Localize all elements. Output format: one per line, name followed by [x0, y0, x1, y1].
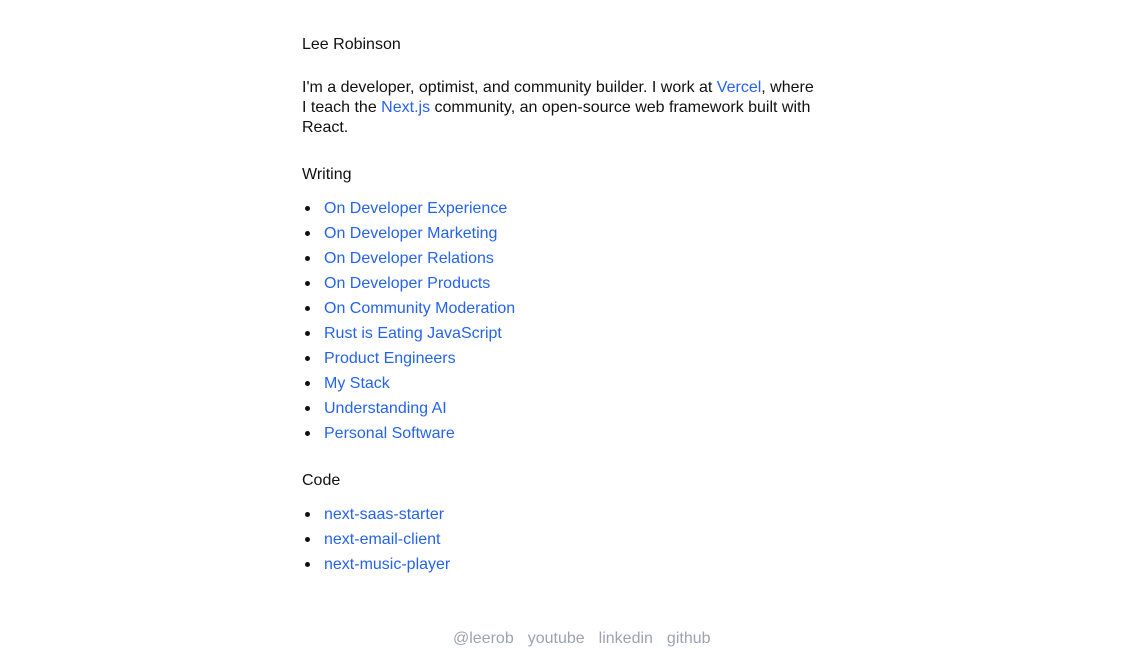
list-item	[302, 271, 822, 296]
writing-link[interactable]: Personal Software	[324, 425, 455, 442]
code-list	[302, 502, 822, 577]
footer-link-github[interactable]: github	[666, 630, 711, 647]
vercel-link[interactable]: Vercel	[716, 79, 762, 96]
list-item	[302, 296, 822, 321]
code-heading: Code	[302, 472, 341, 489]
writing-link[interactable]: My Stack	[324, 375, 390, 392]
author-name: Lee Robinson	[302, 36, 401, 53]
list-item	[302, 396, 822, 421]
list-item	[302, 421, 822, 446]
list-item	[302, 321, 822, 346]
writing-list	[302, 196, 822, 446]
writing-heading: Writing	[302, 166, 352, 183]
code-link[interactable]: next-music-player	[324, 556, 451, 573]
code-link[interactable]: next-email-client	[324, 531, 441, 548]
writing-link[interactable]: Rust is Eating JavaScript	[324, 325, 502, 342]
writing-link[interactable]: Product Engineers	[324, 350, 456, 367]
list-item	[302, 552, 822, 577]
intro-suffix: community, an open-source web framework built with React.	[302, 99, 811, 136]
intro-middle: , where I teach the	[302, 79, 814, 116]
list-item	[302, 221, 822, 246]
writing-link[interactable]: On Community Moderation	[324, 300, 516, 317]
footer-link-linkedin[interactable]: linkedin	[598, 630, 653, 647]
intro-prefix: I'm a developer, optimist, and community builder. I work at	[302, 79, 717, 96]
main-content	[302, 34, 822, 601]
list-item	[302, 371, 822, 396]
writing-link[interactable]: Understanding AI	[324, 400, 447, 417]
nextjs-link[interactable]: Next.js	[381, 99, 431, 116]
writing-link[interactable]: On Developer Relations	[324, 250, 494, 267]
writing-link[interactable]: On Developer Experience	[324, 200, 508, 217]
footer-link-twitter[interactable]: @leerob	[453, 630, 514, 647]
writing-link[interactable]: On Developer Marketing	[324, 225, 498, 242]
footer-link-youtube[interactable]: youtube	[527, 630, 585, 647]
list-item	[302, 502, 822, 527]
writing-link[interactable]: On Developer Products	[324, 275, 491, 292]
list-item	[302, 527, 822, 552]
footer-links	[453, 630, 711, 648]
list-item	[302, 196, 822, 221]
list-item	[302, 246, 822, 271]
code-link[interactable]: next-saas-starter	[324, 506, 445, 523]
list-item	[302, 346, 822, 371]
intro-paragraph	[302, 78, 822, 138]
